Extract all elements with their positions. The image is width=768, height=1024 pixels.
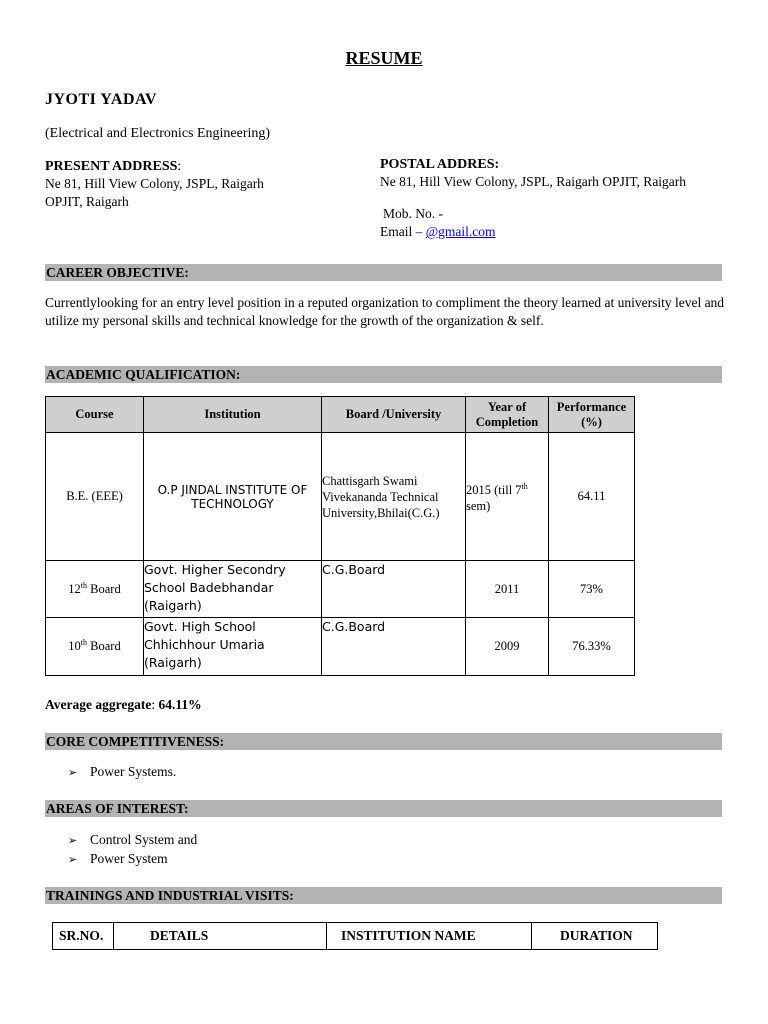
postal-address-label: POSTAL ADDRES: [380, 157, 500, 172]
trainings-table [52, 922, 658, 950]
average-aggregate: Average aggregate: 64.11% [45, 697, 202, 712]
performance-cell: 76.33% [549, 618, 635, 676]
present-address-label: PRESENT ADDRESS [45, 159, 178, 174]
postal-address-block [380, 157, 740, 241]
trainings-heading: TRAININGS AND INDUSTRIAL VISITS: [45, 887, 722, 904]
list-item: ➢ Control System and [68, 831, 197, 850]
branch-text: (Electrical and Electronics Engineering) [45, 126, 271, 141]
present-address-line2: OPJIT, Raigarh [45, 194, 129, 209]
mobile-number: Mob. No. - [383, 206, 443, 221]
aggregate-value: 64.11% [158, 697, 202, 712]
header-board: Board /University [322, 397, 466, 433]
course-cell: B.E. (EEE) [46, 433, 144, 561]
course-cell: 12th Board [46, 561, 144, 618]
header-course: Course [46, 397, 144, 433]
table-row [46, 433, 635, 561]
postal-address-line1: Ne 81, Hill View Colony, JSPL, Raigarh OPJIT, Raigarh [380, 174, 687, 189]
course-cell: 10th Board [46, 618, 144, 676]
aggregate-label: Average aggregate [45, 697, 152, 712]
year-cell: 2015 (till 7th sem) [466, 433, 549, 561]
list-item: ➢ Power System [68, 850, 168, 869]
email-label: Email – [380, 224, 426, 239]
performance-cell: 73% [549, 561, 635, 618]
present-address-line1: Ne 81, Hill View Colony, JSPL, Raigarh [45, 176, 264, 191]
areas-of-interest-heading: AREAS OF INTEREST: [45, 800, 722, 817]
arrow-bullet-icon: ➢ [68, 853, 78, 866]
career-objective-heading: CAREER OBJECTIVE: [45, 264, 722, 281]
email-link[interactable]: @gmail.com [425, 224, 496, 239]
header-details: DETAILS [114, 923, 327, 950]
academic-heading: ACADEMIC QUALIFICATION: [45, 366, 722, 383]
year-cell: 2011 [466, 561, 549, 618]
board-cell: Chattisgarh Swami Vivekananda Technical University,Bhilai(C.G.) [322, 433, 466, 561]
core-competitiveness-heading: CORE COMPETITIVENESS: [45, 733, 722, 750]
institution-cell: Govt. High School Chhichhour Umaria (Raigarh) [144, 618, 322, 676]
career-objective-text: Currentlylooking for an entry level position in a reputed organization to compliment the theory learned at university level and utilize my personal skills and technical knowledge for the growth of the organization & self. [45, 295, 725, 328]
header-institution-name: INSTITUTION NAME [327, 923, 532, 950]
present-address-block: PRESENT ADDRESS: Ne 81, Hill View Colony, JSPL, Raigarh OPJIT, Raigarh [45, 157, 345, 211]
list-item: ➢ Power Systems. [68, 763, 176, 782]
arrow-bullet-icon: ➢ [68, 834, 78, 847]
board-cell: C.G.Board [322, 561, 466, 618]
table-row [46, 618, 635, 676]
academic-table [45, 396, 635, 676]
header-sr-no: SR.NO. [53, 923, 114, 950]
board-cell: C.G.Board [322, 618, 466, 676]
trainings-header-row [53, 923, 658, 950]
header-institution: Institution [144, 397, 322, 433]
table-row [46, 561, 635, 618]
performance-cell: 64.11 [549, 433, 635, 561]
institution-cell: O.P JINDAL INSTITUTE OF TECHNOLOGY [144, 433, 322, 561]
institution-cell: Govt. Higher Secondry School Badebhandar (Raigarh) [144, 561, 322, 618]
arrow-bullet-icon: ➢ [68, 766, 78, 779]
academic-header-row [46, 397, 635, 433]
resume-title: RESUME [345, 48, 423, 68]
header-performance: Performance (%) [549, 397, 635, 433]
header-duration: DURATION [532, 923, 658, 950]
header-year: Year of Completion [466, 397, 549, 433]
candidate-name: JYOTI YADAV [45, 91, 158, 108]
year-cell: 2009 [466, 618, 549, 676]
